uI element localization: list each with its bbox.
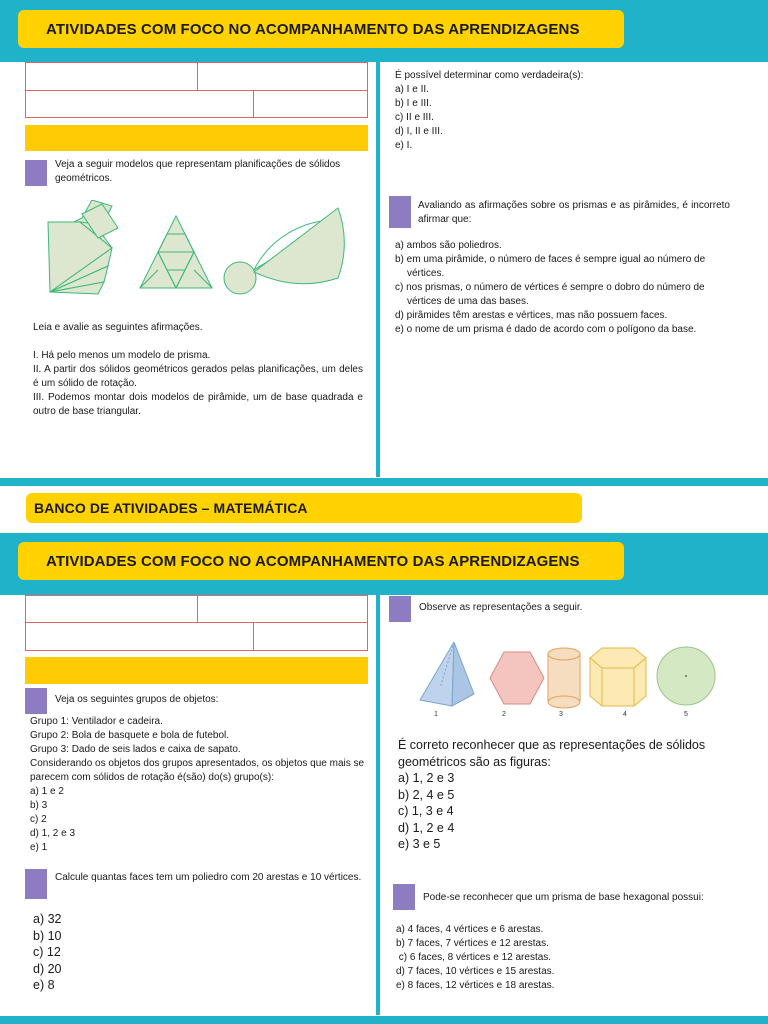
q3-option: d) 1, 2 e 3	[30, 828, 76, 839]
q1-option: b) I e III.	[395, 98, 432, 109]
q5-option: e) 3 e 5	[398, 837, 441, 851]
q4-option: b) 10	[33, 928, 62, 943]
q3-option: b) 3	[30, 800, 48, 811]
page2-header-title: ATIVIDADES COM FOCO NO ACOMPANHAMENTO DAS APRENDIZAGENS	[18, 542, 624, 580]
page1-yellow-bar	[25, 125, 368, 151]
q1-question: É possível determinar como verdadeira(s):	[395, 70, 584, 81]
q5-prompt: Observe as representações a seguir.	[419, 602, 583, 613]
q2-option: e) o nome de um prisma é dado de acordo com o polígono da base.	[395, 324, 697, 335]
q4-option: e) 8	[33, 978, 55, 992]
q3-option: e) 1	[30, 842, 48, 853]
q6-option: c) 6 faces, 8 vértices e 12 arestas.	[396, 952, 552, 963]
q5-option: a) 1, 2 e 3	[398, 771, 455, 785]
q4-option: c) 12	[33, 945, 61, 959]
hexagon-shape	[490, 652, 544, 704]
q1-body	[33, 321, 363, 419]
q4-prompt: Calcule quantas faces tem um poliedro com 20 arestas e 10 vértices.	[55, 872, 362, 883]
question-marker	[25, 688, 47, 714]
page1-column-divider	[376, 62, 380, 477]
q6-option: e) 8 faces, 12 vértices e 18 arestas.	[396, 980, 555, 991]
q3-option: c) 2	[30, 814, 47, 825]
q6-option: a) 4 faces, 4 vértices e 6 arestas.	[396, 924, 544, 935]
q3-line: Grupo 1: Ventilador e cadeira.	[30, 716, 163, 727]
q5-body	[398, 737, 728, 853]
q3-option: a) 1 e 2	[30, 786, 64, 797]
q4-options	[33, 911, 233, 994]
q5-option: c) 1, 3 e 4	[398, 804, 454, 818]
q1-option: d) I, II e III.	[395, 126, 443, 137]
q3-line: Grupo 2: Bola de basquete e bola de futebol.	[30, 730, 230, 741]
q1-statement: II. A partir dos sólidos geométricos gerados pelas planificações, um deles é um sólido de rotação.	[33, 364, 363, 389]
q1-answers	[395, 69, 735, 153]
q1-statement: I. Há pelo menos um modelo de prisma.	[33, 350, 211, 361]
q2-prompt: Avaliando as afirmações sobre os prismas e as pirâmides, é incorreto afirmar que:	[418, 200, 730, 225]
q4-option: d) 20	[33, 961, 62, 976]
page1-footer-band	[0, 478, 768, 486]
q6-prompt: Pode-se reconhecer que um prisma de base hexagonal possui:	[423, 892, 704, 903]
q1-intro: Leia e avalie as seguintes afirmações.	[33, 322, 203, 333]
page2-yellow-bar	[25, 657, 368, 684]
q3-prompt: Veja os seguintes grupos de objetos:	[55, 694, 219, 705]
q5-question: É correto reconhecer que as representações de sólidos geométricos são as figuras:	[398, 738, 706, 769]
q4-option: a) 32	[33, 912, 62, 926]
q3-line: Grupo 3: Dado de seis lados e caixa de sapato.	[30, 744, 241, 755]
q1-statement: III. Podemos montar dois modelos de pirâmide, um de base quadrada e outro de base triangular.	[33, 392, 363, 417]
q2-option: a) ambos são poliedros.	[395, 240, 502, 251]
q2-option: b) em uma pirâmide, o número de faces é sempre igual ao número de vértices.	[395, 254, 706, 279]
q2-option: d) pirâmides têm arestas e vértices, mas não possuem faces.	[395, 310, 668, 321]
q5-option: d) 1, 2 e 4	[398, 820, 455, 835]
q2-option: c) nos prismas, o número de vértices é sempre o dobro do número de vértices de uma das bases.	[395, 282, 705, 307]
figure-label: 4	[623, 711, 627, 718]
figure-label: 1	[434, 711, 438, 718]
q3-question: Considerando os objetos dos grupos apresentados, os objetos que mais se parecem com sólidos de rotação é(são) do(s) grupo(s):	[30, 758, 365, 783]
q1-prompt: Veja a seguir modelos que representam planificações de sólidos geométricos.	[55, 159, 341, 184]
subject-banner: BANCO DE ATIVIDADES – MATEMÁTICA	[26, 493, 582, 523]
solids-figure	[412, 640, 722, 710]
question-marker	[25, 869, 47, 899]
nets-figure	[40, 200, 360, 300]
q6-option: b) 7 faces, 7 vértices e 12 arestas.	[396, 938, 549, 949]
figure-label: 2	[502, 711, 506, 718]
q5-option: b) 2, 4 e 5	[398, 787, 455, 802]
question-marker	[389, 596, 411, 622]
question-marker	[389, 196, 411, 228]
figure-label: 5	[684, 711, 688, 718]
q2-options	[395, 239, 735, 337]
figure-label: 3	[559, 711, 563, 718]
q3-body	[30, 715, 366, 855]
q1-option: a) I e II.	[395, 84, 429, 95]
q1-option: e) I.	[395, 140, 413, 151]
page2-column-divider	[376, 595, 380, 1015]
q1-option: c) II e III.	[395, 112, 434, 123]
page1-header-title: ATIVIDADES COM FOCO NO ACOMPANHAMENTO DAS APRENDIZAGENS	[18, 10, 624, 48]
question-marker	[393, 884, 415, 910]
q6-option: d) 7 faces, 10 vértices e 15 arestas.	[396, 966, 555, 977]
page2-footer-band	[0, 1016, 768, 1024]
q6-options	[396, 923, 736, 993]
question-marker	[25, 160, 47, 186]
